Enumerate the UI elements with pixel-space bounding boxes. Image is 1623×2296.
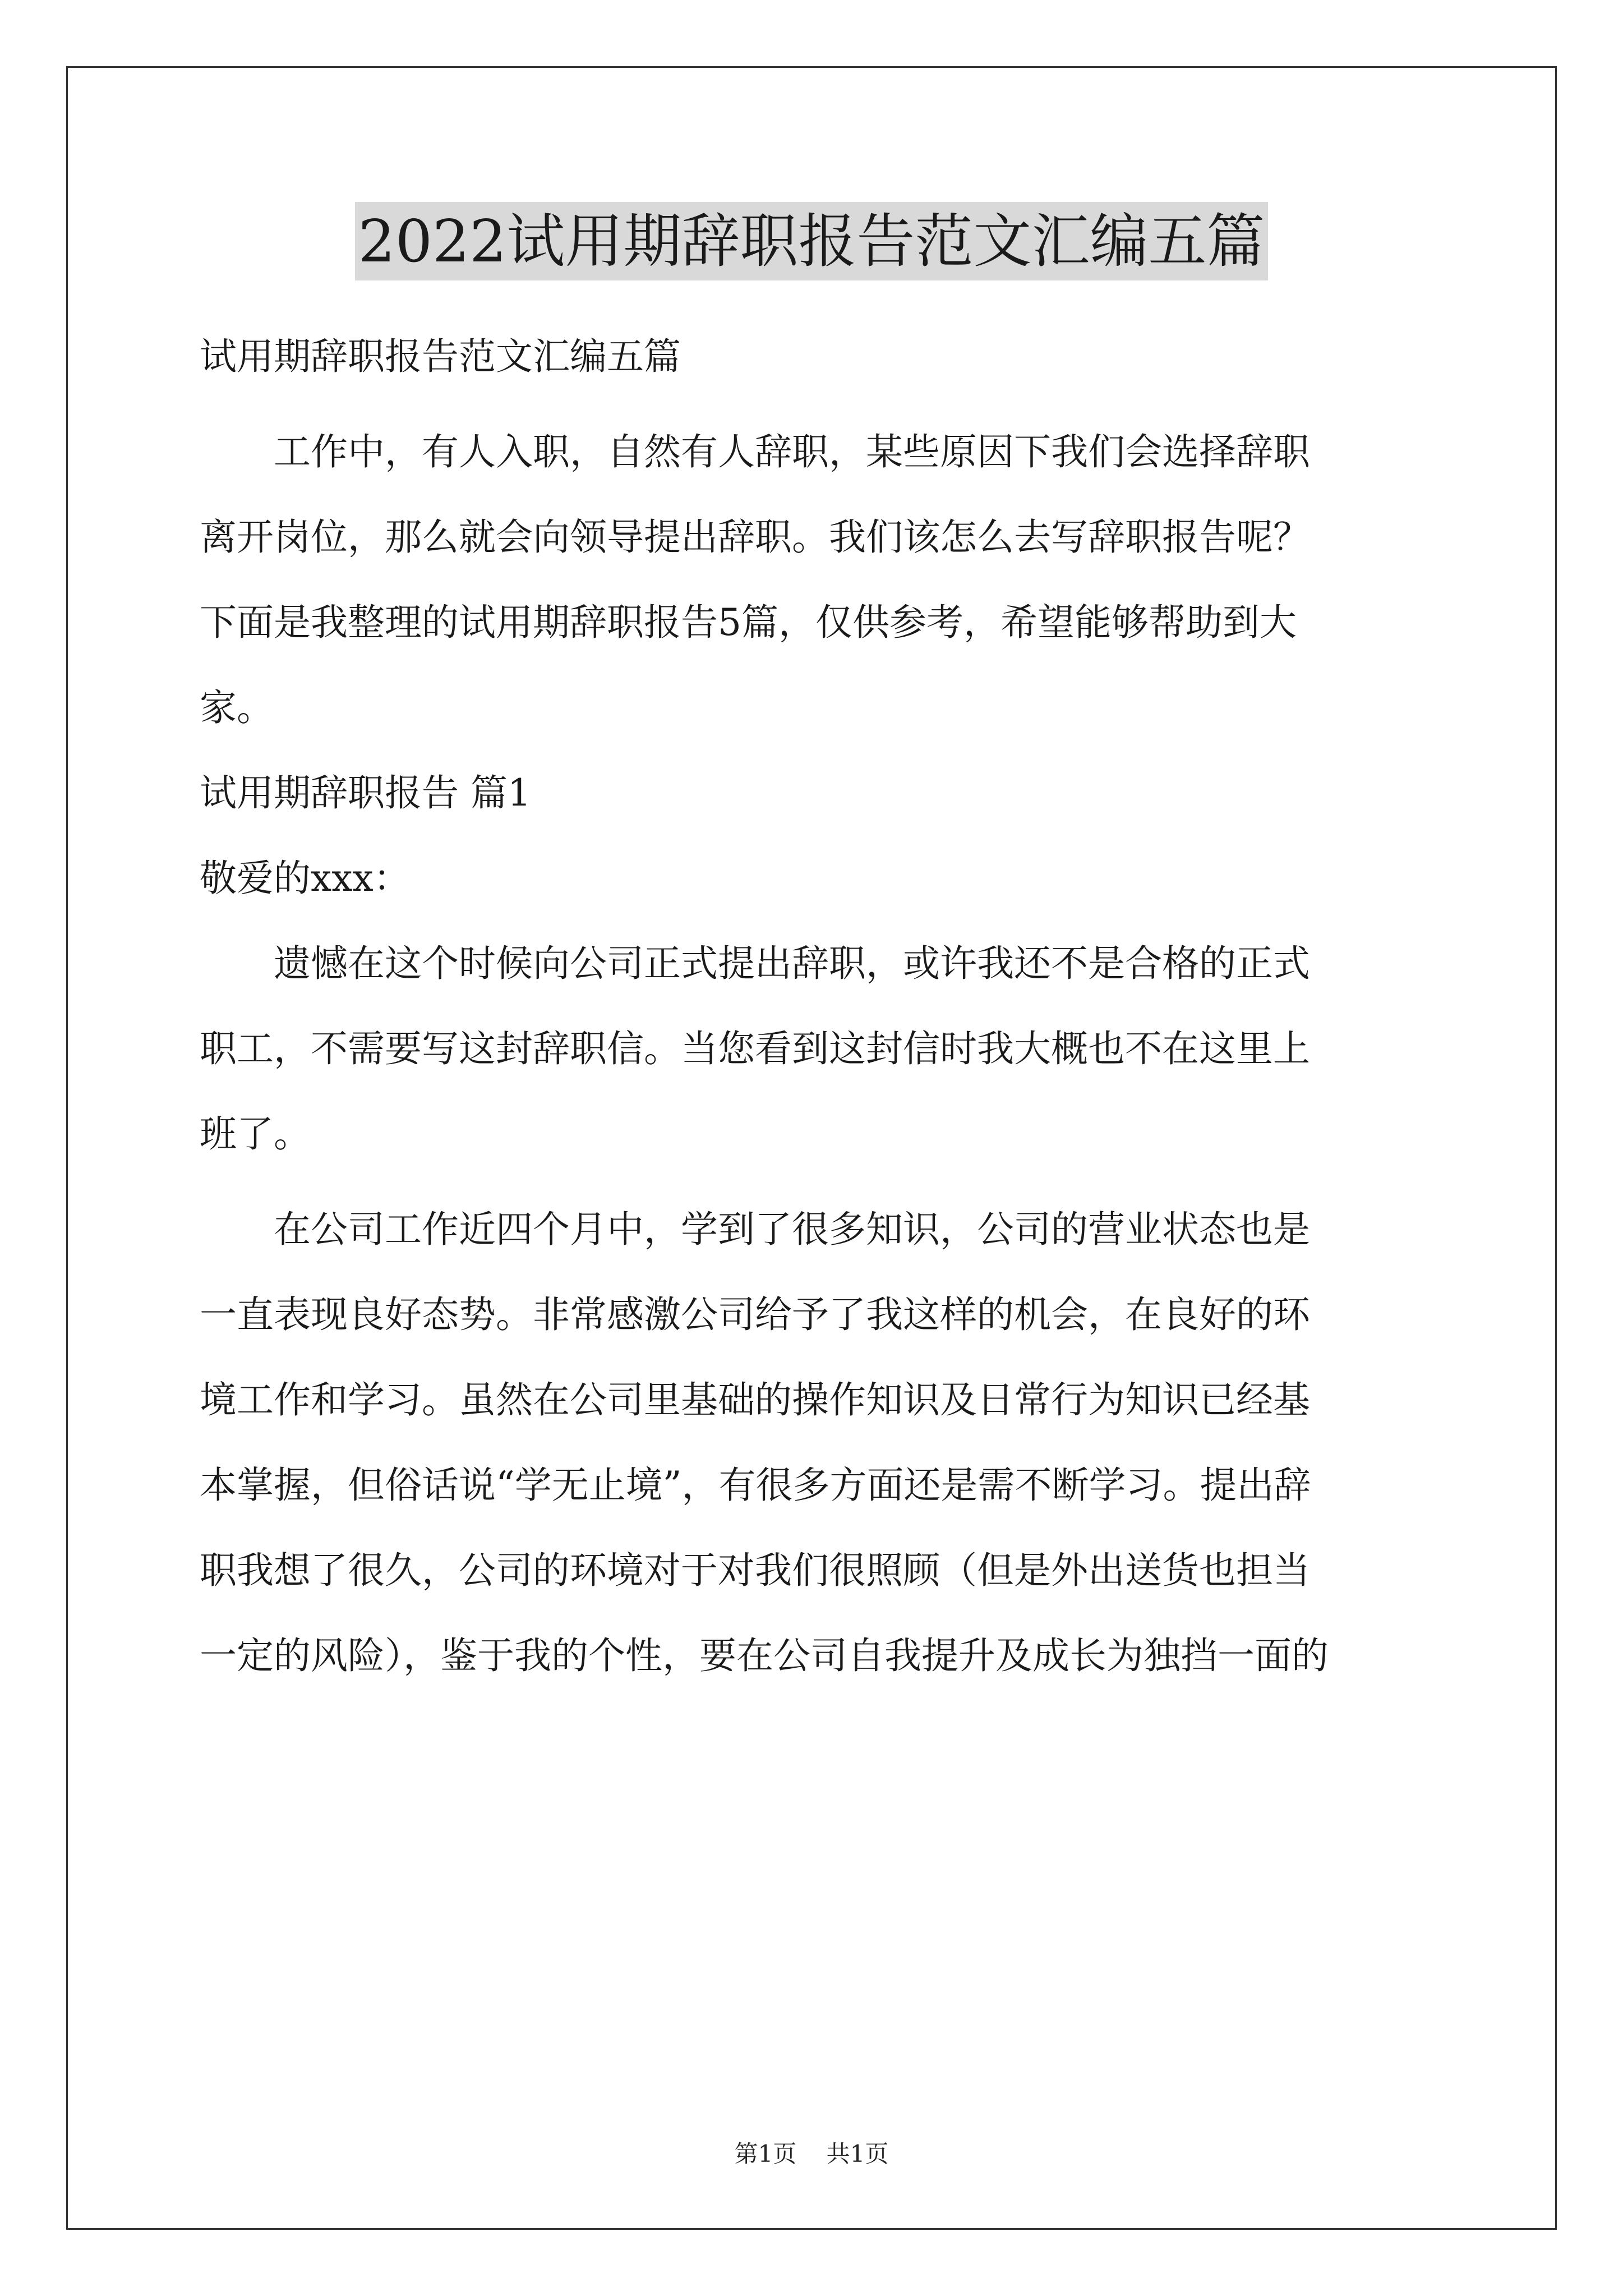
paragraph-line: 遗憾在这个时候向公司正式提出辞职，或许我还不是合格的正式 xyxy=(274,942,1310,985)
paragraph-line: 敬爱的xxx： xyxy=(200,857,411,900)
paragraph-line: 职我想了很久，公司的环境对于对我们很照顾（但是外出送货也担当 xyxy=(200,1549,1310,1592)
section-heading xyxy=(200,751,1433,836)
page-total: 共1页 xyxy=(826,2140,889,2168)
page-number: 第1页 xyxy=(734,2140,797,2168)
title-wrap xyxy=(0,202,1623,280)
paragraph-line: 职工，不需要写这封辞职信。当您看到这封信时我大概也不在这里上 xyxy=(200,1027,1310,1070)
paragraph-line: 一直表现良好态势。非常感激公司给予了我这样的机会，在良好的环 xyxy=(200,1293,1310,1336)
document-body xyxy=(200,314,1433,1699)
paragraph-line: 家。 xyxy=(200,686,274,729)
document-title: 2022试用期辞职报告范文汇编五篇 xyxy=(355,202,1269,280)
paragraph-line: 离开岗位，那么就会向领导提出辞职。我们该怎么去写辞职报告呢？ xyxy=(200,516,1310,559)
paragraph-line: 试用期辞职报告范文汇编五篇 xyxy=(200,335,681,378)
paragraph-line: 班了。 xyxy=(200,1112,311,1156)
paragraph-line: 一定的风险），鉴于我的个性，要在公司自我提升及成长为独挡一面的 xyxy=(200,1634,1329,1677)
subtitle-paragraph xyxy=(200,314,1433,399)
paragraph-line: 工作中，有人入职，自然有人辞职，某些原因下我们会选择辞职 xyxy=(274,430,1310,473)
paragraph-line: 境工作和学习。虽然在公司里基础的操作知识及日常行为知识已经基 xyxy=(200,1378,1310,1421)
body-paragraph-1 xyxy=(200,921,1433,1177)
paragraph-line: 在公司工作近四个月中，学到了很多知识，公司的营业状态也是 xyxy=(274,1208,1310,1251)
salutation xyxy=(200,836,1433,921)
spacer xyxy=(200,1177,1433,1187)
body-paragraph-2 xyxy=(200,1187,1433,1699)
paragraph-line: 下面是我整理的试用期辞职报告5篇，仅供参考，希望能够帮助到大 xyxy=(200,601,1297,644)
paragraph-line: 本掌握，但俗话说“学无止境”，有很多方面还是需不断学习。提出辞 xyxy=(200,1464,1311,1507)
page-footer xyxy=(0,2137,1623,2171)
intro-paragraph xyxy=(200,409,1433,751)
paragraph-line: 试用期辞职报告 篇1 xyxy=(200,771,531,815)
spacer xyxy=(200,399,1433,409)
